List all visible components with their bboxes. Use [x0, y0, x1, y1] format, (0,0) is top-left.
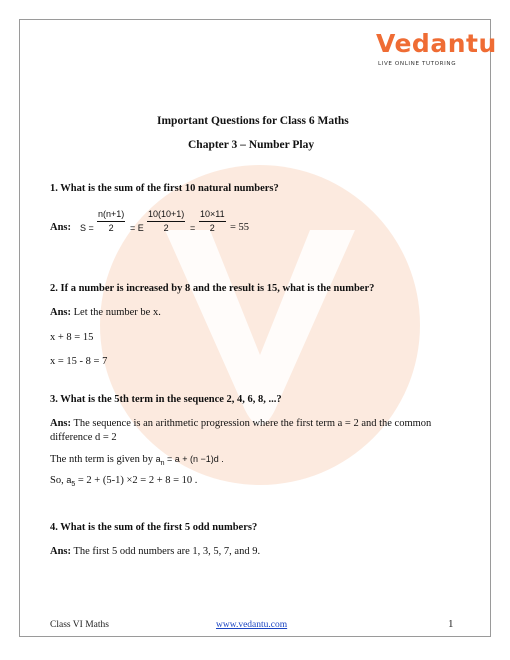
fraction-formula-denominator: 2: [108, 223, 114, 233]
footer-class-label: Class VI Maths: [50, 620, 109, 630]
answer-label-2: Ans:: [50, 307, 72, 318]
fraction-formula: [97, 209, 125, 234]
answer-3-text-cont: difference d = 2: [50, 432, 117, 443]
chapter-title: Chapter 3 – Number Play: [188, 139, 315, 151]
answer-label-1: Ans:: [50, 222, 72, 233]
logo-wordmark: Vedantu: [376, 29, 497, 58]
question-1: 1. What is the sum of the first 10 natural numbers?: [50, 183, 279, 194]
answer-4: [50, 546, 260, 557]
nth-term-line: [50, 454, 224, 467]
fraction-product-numerator: 10×11: [199, 209, 226, 222]
formula-rest: = a + (n −1)d .: [167, 454, 224, 464]
equals-sign: =: [190, 223, 196, 233]
fifth-term-symbol: [66, 475, 76, 488]
page-number: 1: [448, 618, 454, 630]
answer-label-3: Ans:: [50, 418, 72, 429]
vedantu-watermark-icon: [95, 160, 425, 490]
answer-3-text: The sequence is an arithmetic progression where the first term a = 2 and the common: [73, 418, 432, 429]
fraction-product: [199, 209, 226, 234]
fifth-term-calc: = 2 + (5-1) ×2 = 2 + 8 = 10 .: [77, 475, 198, 486]
symbol-subscript: 5: [71, 480, 76, 488]
answer-2: [50, 307, 161, 318]
symbol-a: a: [66, 475, 72, 485]
fraction-product-denominator: 2: [209, 223, 215, 233]
fraction-substituted-denominator: 2: [163, 223, 169, 233]
equals-e: = E: [130, 223, 144, 233]
footer-website-link[interactable]: www.vedantu.com: [216, 620, 288, 630]
question-2: 2. If a number is increased by 8 and the result is 15, what is the number?: [50, 283, 375, 294]
equation-line-2: x = 15 - 8 = 7: [50, 356, 108, 367]
question-4: 4. What is the sum of the first 5 odd numbers?: [50, 522, 258, 533]
fifth-term-line: [50, 475, 197, 488]
sum-symbol: S =: [80, 223, 94, 233]
answer-label-4: Ans:: [50, 546, 72, 557]
formula-subscript: n: [160, 459, 165, 467]
fraction-formula-numerator: n(n+1): [97, 209, 125, 222]
formula-a: a: [155, 454, 161, 464]
answer-3: [50, 418, 431, 429]
fraction-substituted-numerator: 10(10+1): [147, 209, 185, 222]
equation-line-1: x + 8 = 15: [50, 332, 94, 343]
answer-4-text: The first 5 odd numbers are 1, 3, 5, 7, and 9.: [73, 546, 261, 557]
nth-term-formula: [155, 454, 224, 467]
answer-2-text: Let the number be x.: [73, 307, 161, 318]
so-text: So,: [50, 475, 64, 486]
question-3: 3. What is the 5th term in the sequence 2, 4, 6, 8, ...?: [50, 394, 282, 405]
logo-tagline: LIVE ONLINE TUTORING: [378, 61, 457, 67]
fraction-substituted: [147, 209, 185, 234]
nth-term-text: The nth term is given by: [50, 454, 153, 465]
sum-result: = 55: [230, 222, 250, 233]
page-title: Important Questions for Class 6 Maths: [157, 115, 349, 127]
vedantu-logo: [376, 29, 497, 80]
